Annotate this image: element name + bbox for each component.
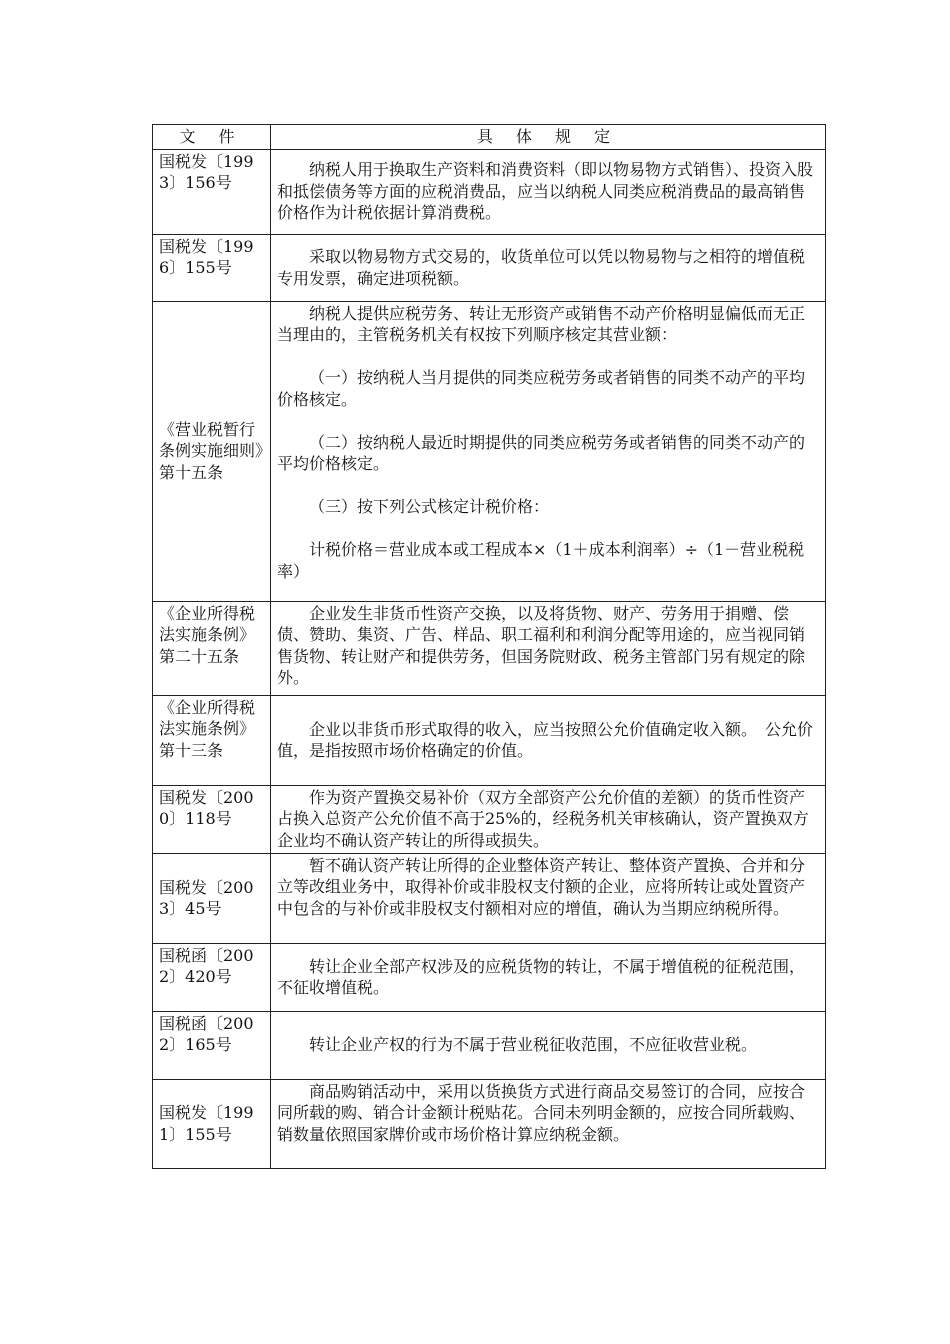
provision-cell xyxy=(271,301,826,601)
document-cell: 《营业税暂行条例实施细则》第十五条 xyxy=(153,301,271,601)
provision-paragraph: 暂不确认资产转让所得的企业整体资产转让、整体资产置换、合并和分立等改组业务中，取得补价或非股权支付额的企业，应将所转让或处置资产中包含的与补价或非股权支付额相对应的增值，确认为当期应纳税所得。 xyxy=(277,855,806,918)
provision-paragraph: 企业以非货币形式取得的收入，应当按照公允价值确定收入额。 公允价值，是指按照市场价格确定的价值。 xyxy=(277,719,814,760)
document-cell: 国税发〔2003〕45号 xyxy=(153,853,271,943)
table-row xyxy=(153,943,826,1011)
document-cell: 国税发〔1996〕155号 xyxy=(153,234,271,301)
provision-paragraph: 商品购销活动中，采用以货换货方式进行商品交易签订的合同，应按合同所载的购、销合计金额计税贴花。合同未列明金额的，应按合同所载购、销数量依照国家牌价或市场价格计算应纳税金额。 xyxy=(277,1081,806,1144)
provision-paragraph: 计税价格＝营业成本或工程成本×（1＋成本利润率）÷（1－营业税税率） xyxy=(277,540,805,581)
table-row xyxy=(153,149,826,234)
header-provisions: 具 体 规 定 xyxy=(271,125,826,150)
table-header-row xyxy=(153,125,826,150)
header-document: 文 件 xyxy=(153,125,271,150)
provision-paragraph: 纳税人用于换取生产资料和消费资料（即以物易物方式销售）、投资入股和抵偿债务等方面的应税消费品，应当以纳税人同类应税消费品的最高销售价格作为计税依据计算消费税。 xyxy=(277,160,814,223)
provision-cell xyxy=(271,695,826,785)
provision-paragraph: 作为资产置换交易补价（双方全部资产公允价值的差额）的货币性资产占换入总资产公允价值不高于25%的，经税务机关审核确认，资产置换双方企业均不确认资产转让的所得或损失。 xyxy=(277,787,809,850)
provision-cell xyxy=(271,1011,826,1079)
table-row xyxy=(153,695,826,785)
provision-cell xyxy=(271,853,826,943)
table-row xyxy=(153,234,826,301)
provision-paragraph: （二）按纳税人最近时期提供的同类应税劳务或者销售的同类不动产的平均价格核定。 xyxy=(277,432,806,473)
provision-cell xyxy=(271,785,826,853)
provision-paragraph: 纳税人提供应税劳务、转让无形资产或销售不动产价格明显偏低而无正当理由的，主管税务机关有权按下列顺序核定其营业额： xyxy=(277,303,806,344)
provision-paragraph: 采取以物易物方式交易的，收货单位可以凭以物易物与之相符的增值税专用发票，确定进项税额。 xyxy=(277,247,806,288)
provision-paragraph: 转让企业全部产权涉及的应税货物的转让，不属于增值税的征税范围，不征收增值税。 xyxy=(277,956,806,997)
document-cell: 国税发〔1993〕156号 xyxy=(153,149,271,234)
regulation-table xyxy=(152,124,826,1169)
provision-cell xyxy=(271,234,826,301)
provision-paragraph: 转让企业产权的行为不属于营业税征收范围，不应征收营业税。 xyxy=(309,1035,758,1055)
document-cell: 《企业所得税法实施条例》第十三条 xyxy=(153,695,271,785)
table-row xyxy=(153,301,826,601)
document-cell: 国税函〔2002〕420号 xyxy=(153,943,271,1011)
document-cell: 国税函〔2002〕165号 xyxy=(153,1011,271,1079)
table-row xyxy=(153,601,826,695)
provision-paragraph: （三）按下列公式核定计税价格： xyxy=(309,497,550,516)
provision-cell xyxy=(271,943,826,1011)
provision-cell xyxy=(271,149,826,234)
document-cell: 国税发〔1991〕155号 xyxy=(153,1079,271,1168)
table-row xyxy=(153,1079,826,1168)
provision-cell xyxy=(271,1079,826,1168)
document-cell: 国税发〔2000〕118号 xyxy=(153,785,271,853)
table-row xyxy=(153,853,826,943)
provision-paragraph: 企业发生非货币性资产交换，以及将货物、财产、劳务用于捐赠、偿债、赞助、集资、广告、样品、职工福利和利润分配等用途的，应当视同销售货物、转让财产和提供劳务，但国务院财政、税务主管部门另有规定的除外。 xyxy=(277,603,806,687)
document-cell: 《企业所得税法实施条例》第二十五条 xyxy=(153,601,271,695)
table-row xyxy=(153,1011,826,1079)
table-row xyxy=(153,785,826,853)
provision-paragraph: （一）按纳税人当月提供的同类应税劳务或者销售的同类不动产的平均价格核定。 xyxy=(277,368,806,409)
provision-cell xyxy=(271,601,826,695)
